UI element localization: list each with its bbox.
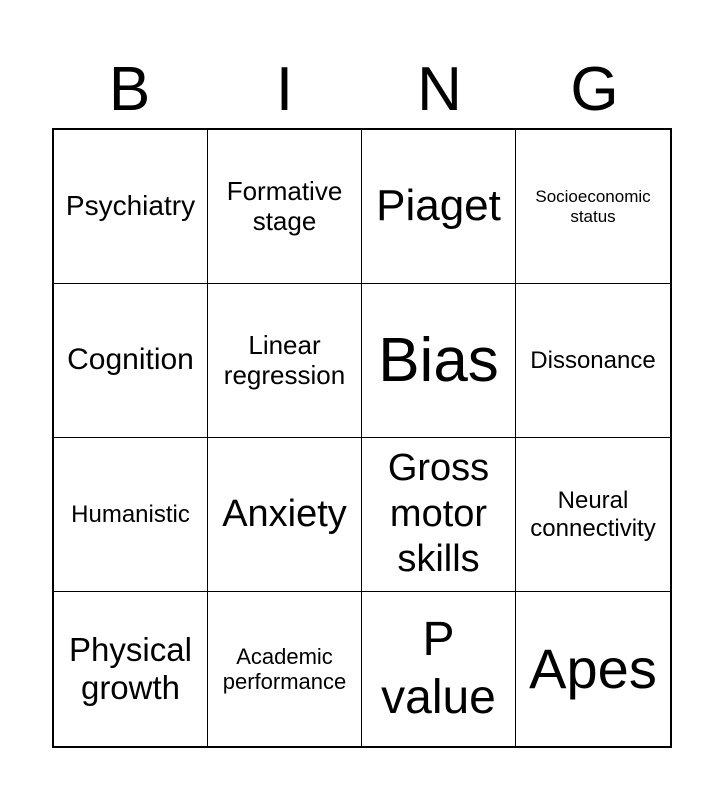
bingo-cell[interactable]: Cognition: [54, 284, 208, 438]
bingo-cell[interactable]: Neural connectivity: [516, 438, 670, 592]
bingo-cell[interactable]: Academic performance: [208, 592, 362, 746]
bingo-grid: [52, 128, 672, 748]
bingo-cell[interactable]: Humanistic: [54, 438, 208, 592]
bingo-cell[interactable]: Apes: [529, 636, 657, 700]
bingo-cell[interactable]: Socioeconomic status: [516, 130, 670, 284]
bingo-cell[interactable]: Formative stage: [208, 130, 362, 284]
header-letter-n: N: [417, 55, 462, 124]
bingo-cell[interactable]: Physical growth: [54, 592, 208, 746]
bingo-cell[interactable]: Piaget: [362, 130, 516, 284]
bingo-header: [52, 52, 672, 128]
header-letter-g: G: [570, 55, 619, 124]
bingo-cell[interactable]: Linear regression: [208, 284, 362, 438]
bingo-cell[interactable]: Anxiety: [208, 438, 362, 592]
bingo-cell[interactable]: P value: [362, 592, 516, 746]
bingo-cell[interactable]: Gross motor skills: [362, 438, 516, 592]
bingo-cell[interactable]: Psychiatry: [54, 130, 208, 284]
header-letter-b: B: [108, 55, 151, 124]
header-letter-i: I: [275, 55, 294, 124]
bingo-cell[interactable]: Bias: [362, 284, 516, 438]
bingo-cell[interactable]: Dissonance: [516, 284, 670, 438]
